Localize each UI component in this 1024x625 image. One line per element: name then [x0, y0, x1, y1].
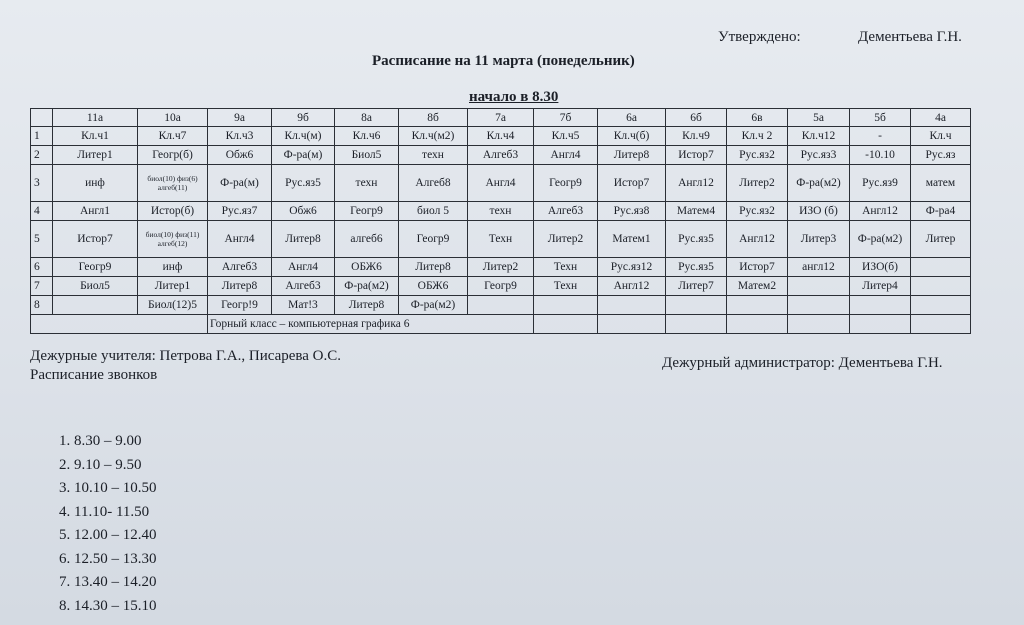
class-header: 8б: [399, 109, 468, 127]
schedule-cell: Обж6: [208, 146, 272, 165]
schedule-cell: Англ4: [208, 221, 272, 258]
schedule-cell: Техн: [534, 277, 598, 296]
schedule-cell: Ф-ра(м2): [788, 165, 850, 202]
class-header: 5а: [788, 109, 850, 127]
schedule-cell: Рус.яз2: [727, 146, 788, 165]
schedule-cell: Кл.ч5: [534, 127, 598, 146]
class-header: 5б: [850, 109, 911, 127]
page-title: Расписание на 11 марта (понедельник): [372, 53, 635, 69]
lesson-number-cell: 3: [31, 165, 53, 202]
schedule-cell: инф: [53, 165, 138, 202]
schedule-cell: Литер8: [208, 277, 272, 296]
schedule-cell: Литер: [911, 221, 971, 258]
schedule-cell: Рус.яз8: [598, 202, 666, 221]
schedule-cell: Рус.яз3: [788, 146, 850, 165]
lesson-number-cell: 1: [31, 127, 53, 146]
bell-item: 8. 14.30 – 15.10: [74, 595, 157, 619]
schedule-cell: биол 5: [399, 202, 468, 221]
schedule-cell: Биол5: [53, 277, 138, 296]
schedule-cell: Англ12: [727, 221, 788, 258]
schedule-cell: Ф-ра(м2): [335, 277, 399, 296]
schedule-cell: [598, 296, 666, 315]
schedule-cell: Кл.ч(м): [272, 127, 335, 146]
schedule-cell: [534, 296, 598, 315]
schedule-cell: Англ12: [850, 202, 911, 221]
approval-line: [718, 29, 962, 46]
schedule-cell: [911, 277, 971, 296]
class-header: 10а: [138, 109, 208, 127]
schedule-cell: Кл.ч7: [138, 127, 208, 146]
lesson-number-header: [31, 109, 53, 127]
schedule-cell: Рус.яз5: [666, 221, 727, 258]
schedule-cell: Алгеб3: [468, 146, 534, 165]
empty-cell: [788, 315, 850, 334]
bell-item: 1. 8.30 – 9.00: [74, 430, 157, 454]
schedule-table: [30, 108, 971, 334]
schedule-cell: Кл.ч(м2): [399, 127, 468, 146]
schedule-cell: англ12: [788, 258, 850, 277]
schedule-cell: ОБЖ6: [399, 277, 468, 296]
schedule-cell: Биол5: [335, 146, 399, 165]
schedule-cell: Геогр9: [399, 221, 468, 258]
lesson-number-cell: 4: [31, 202, 53, 221]
schedule-cell: Обж6: [272, 202, 335, 221]
duty-admin: Дежурный администратор: Дементьева Г.Н.: [662, 355, 943, 371]
schedule-cell: Биол(12)5: [138, 296, 208, 315]
schedule-cell: Литер8: [335, 296, 399, 315]
schedule-cell: Кл.ч12: [788, 127, 850, 146]
schedule-cell: ИЗО (б): [788, 202, 850, 221]
table-row: [31, 165, 971, 202]
table-row: [31, 315, 971, 334]
table-row: [31, 146, 971, 165]
schedule-cell: Рус.яз5: [666, 258, 727, 277]
table-row: [31, 296, 971, 315]
schedule-cell: инф: [138, 258, 208, 277]
schedule-cell: Техн: [534, 258, 598, 277]
schedule-cell: Литер2: [534, 221, 598, 258]
empty-cell: [666, 315, 727, 334]
class-header: 6а: [598, 109, 666, 127]
schedule-cell: Кл.ч4: [468, 127, 534, 146]
bells-title: Расписание звонков: [30, 367, 158, 383]
schedule-cell: Геогр!9: [208, 296, 272, 315]
class-header: 7а: [468, 109, 534, 127]
lesson-number-cell: 2: [31, 146, 53, 165]
bell-item: 7. 13.40 – 14.20: [74, 571, 157, 595]
class-header: 11а: [53, 109, 138, 127]
schedule-cell: ИЗО(б): [850, 258, 911, 277]
schedule-cell: Англ12: [598, 277, 666, 296]
schedule-cell: Рус.яз7: [208, 202, 272, 221]
class-header: 4а: [911, 109, 971, 127]
approved-label: Утверждено:: [718, 29, 801, 45]
schedule-cell: [911, 258, 971, 277]
lesson-number-cell: 5: [31, 221, 53, 258]
empty-cell: [727, 315, 788, 334]
schedule-cell: -10.10: [850, 146, 911, 165]
schedule-cell: Рус.яз12: [598, 258, 666, 277]
lesson-number-cell: 8: [31, 296, 53, 315]
schedule-cell: Алгеб3: [208, 258, 272, 277]
schedule-cell: Рус.яз9: [850, 165, 911, 202]
duty-teachers: Дежурные учителя: Петрова Г.А., Писарева О.С.: [30, 348, 342, 364]
schedule-cell: Литер8: [272, 221, 335, 258]
schedule-cell: [53, 296, 138, 315]
schedule-cell: Англ4: [534, 146, 598, 165]
schedule-cell: Геогр9: [534, 165, 598, 202]
start-time: начало в 8.30: [469, 89, 559, 105]
schedule-cell: Геогр(б): [138, 146, 208, 165]
schedule-cell: Англ4: [272, 258, 335, 277]
schedule-cell: Техн: [468, 221, 534, 258]
class-header: 7б: [534, 109, 598, 127]
schedule-cell: Кл.ч 2: [727, 127, 788, 146]
schedule-cell: Рус.яз: [911, 146, 971, 165]
schedule-cell: техн: [468, 202, 534, 221]
lesson-number-cell: 7: [31, 277, 53, 296]
schedule-cell: алгеб6: [335, 221, 399, 258]
schedule-cell: Англ12: [666, 165, 727, 202]
schedule-cell: Кл.ч6: [335, 127, 399, 146]
bell-schedule-list: [30, 430, 157, 618]
table-row: [31, 221, 971, 258]
schedule-cell: Истор(б): [138, 202, 208, 221]
schedule-cell: Матем4: [666, 202, 727, 221]
schedule-cell: Ф-ра4: [911, 202, 971, 221]
empty-cell: [850, 315, 911, 334]
schedule-cell: Литер7: [666, 277, 727, 296]
empty-cell: [31, 315, 208, 334]
schedule-cell: Литер2: [468, 258, 534, 277]
schedule-cell: Кл.ч: [911, 127, 971, 146]
schedule-cell: Литер2: [727, 165, 788, 202]
schedule-cell: Истор7: [598, 165, 666, 202]
schedule-cell: Матем2: [727, 277, 788, 296]
extra-class-cell: Горный класс – компьютерная графика 6: [208, 315, 534, 334]
schedule-cell: Литер3: [788, 221, 850, 258]
lesson-number-cell: 6: [31, 258, 53, 277]
schedule-cell: техн: [335, 165, 399, 202]
schedule-cell: [788, 296, 850, 315]
schedule-cell: Кл.ч(б): [598, 127, 666, 146]
schedule-cell: Геогр9: [468, 277, 534, 296]
table-row: [31, 127, 971, 146]
schedule-cell: [666, 296, 727, 315]
schedule-cell: Истор7: [727, 258, 788, 277]
schedule-cell: -: [850, 127, 911, 146]
schedule-cell: Литер8: [399, 258, 468, 277]
schedule-cell: Кл.ч9: [666, 127, 727, 146]
bell-item: 4. 11.10- 11.50: [74, 501, 157, 525]
schedule-cell: Литер1: [138, 277, 208, 296]
empty-cell: [911, 315, 971, 334]
class-header: 8а: [335, 109, 399, 127]
schedule-cell: Матем1: [598, 221, 666, 258]
schedule-cell: Англ4: [468, 165, 534, 202]
schedule-cell: Ф-ра(м): [272, 146, 335, 165]
schedule-cell: [850, 296, 911, 315]
schedule-cell: [788, 277, 850, 296]
schedule-cell: Истор7: [666, 146, 727, 165]
schedule-cell: биол(10) физ(6) алгеб(11): [138, 165, 208, 202]
schedule-cell: Кл.ч1: [53, 127, 138, 146]
schedule-cell: Ф-ра(м): [208, 165, 272, 202]
class-header: 9а: [208, 109, 272, 127]
class-header: 6в: [727, 109, 788, 127]
approved-name: Дементьева Г.Н.: [858, 29, 962, 45]
table-row: [31, 202, 971, 221]
bell-item: 5. 12.00 – 12.40: [74, 524, 157, 548]
table-row: [31, 258, 971, 277]
schedule-cell: Литер1: [53, 146, 138, 165]
schedule-cell: Мат!3: [272, 296, 335, 315]
schedule-cell: Ф-ра(м2): [850, 221, 911, 258]
schedule-cell: Рус.яз5: [272, 165, 335, 202]
schedule-cell: Истор7: [53, 221, 138, 258]
schedule-cell: [911, 296, 971, 315]
empty-cell: [534, 315, 598, 334]
schedule-header-row: [31, 109, 971, 127]
schedule-cell: Кл.ч3: [208, 127, 272, 146]
class-header: 9б: [272, 109, 335, 127]
class-header: 6б: [666, 109, 727, 127]
schedule-cell: Геогр9: [335, 202, 399, 221]
schedule-cell: матем: [911, 165, 971, 202]
schedule-cell: Рус.яз2: [727, 202, 788, 221]
bell-item: 6. 12.50 – 13.30: [74, 548, 157, 572]
schedule-cell: Алгеб3: [534, 202, 598, 221]
table-row: [31, 277, 971, 296]
schedule-cell: Англ1: [53, 202, 138, 221]
schedule-cell: Алгеб8: [399, 165, 468, 202]
schedule-cell: Литер4: [850, 277, 911, 296]
schedule-cell: техн: [399, 146, 468, 165]
schedule-cell: биол(10) физ(11) алгеб(12): [138, 221, 208, 258]
schedule-cell: ОБЖ6: [335, 258, 399, 277]
schedule-cell: Алгеб3: [272, 277, 335, 296]
empty-cell: [598, 315, 666, 334]
schedule-cell: Литер8: [598, 146, 666, 165]
bell-item: 2. 9.10 – 9.50: [74, 454, 157, 478]
schedule-cell: [727, 296, 788, 315]
schedule-cell: Ф-ра(м2): [399, 296, 468, 315]
schedule-cell: [468, 296, 534, 315]
schedule-cell: Геогр9: [53, 258, 138, 277]
bell-item: 3. 10.10 – 10.50: [74, 477, 157, 501]
